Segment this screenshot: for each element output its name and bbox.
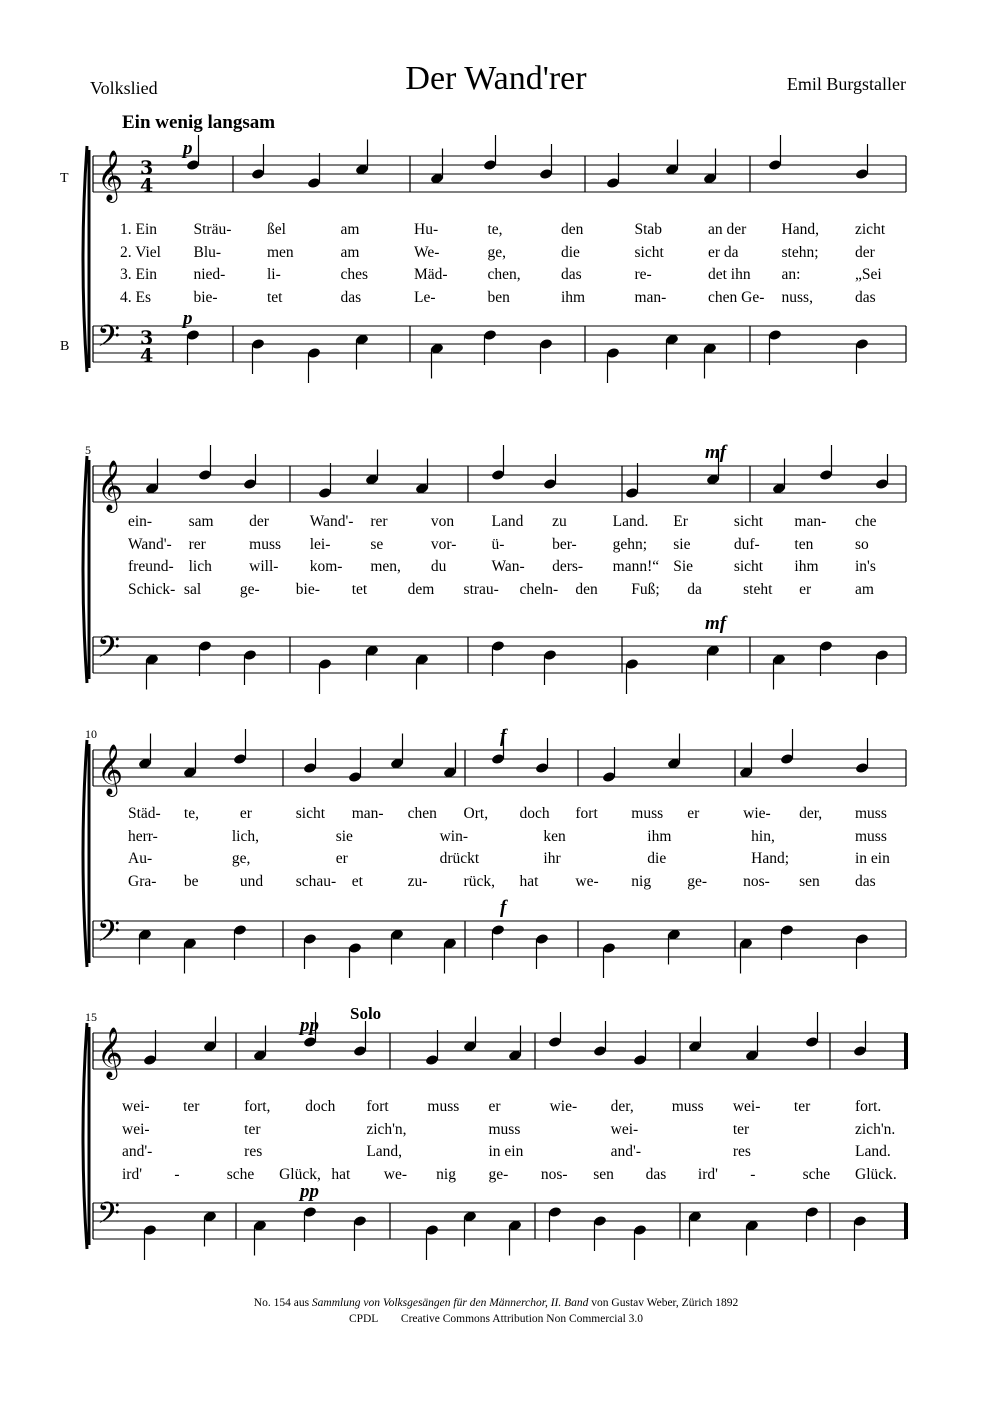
lyric-syllable: wei-: [122, 1098, 150, 1115]
composer-name: Emil Burgstaller: [786, 74, 906, 94]
lyric-syllable: muss: [249, 535, 282, 553]
lyric-syllable: sche: [802, 1165, 831, 1183]
lyric-syllable: Stab: [634, 221, 663, 238]
lyric-syllable: ein-: [128, 513, 153, 530]
time-signature-top: 3: [140, 157, 154, 179]
lyric-syllable: ird': [697, 1165, 718, 1183]
lyric-syllable: fort: [575, 805, 598, 822]
lyric-syllable: cheln-: [519, 580, 559, 598]
dynamic-mark: pp: [300, 1015, 319, 1036]
lyric-syllable: sicht: [295, 805, 326, 822]
lyric-syllable: ter: [732, 1120, 750, 1138]
lyric-syllable: der,: [610, 1098, 634, 1115]
lyric-syllable: „Sei: [855, 266, 882, 283]
lyric-syllable: ü-: [491, 535, 505, 553]
lyric-syllable: sal: [183, 580, 202, 598]
lyric-syllable: am: [340, 221, 360, 238]
solo-label: Solo: [350, 1004, 382, 1023]
time-signature-top: 3: [140, 327, 154, 349]
lyric-syllable: er: [799, 580, 812, 598]
lyric-syllable: duf-: [733, 535, 760, 553]
lyric-syllable: will-: [249, 558, 279, 575]
lyric-syllable: li-: [267, 266, 281, 283]
lyric-syllable: wei-: [610, 1120, 639, 1138]
lyric-syllable: fort,: [244, 1098, 271, 1115]
lyric-syllable: die: [561, 243, 580, 261]
measure-number: 10: [85, 727, 97, 741]
lyric-syllable: be: [183, 872, 199, 890]
lyric-syllable: chen Ge-: [708, 288, 765, 306]
system-brace: [83, 740, 87, 967]
lyric-syllable: er da: [708, 243, 739, 261]
lyric-syllable: er: [239, 805, 252, 822]
lyric-syllable: tet: [267, 288, 283, 306]
lyric-syllable: sicht: [634, 243, 664, 261]
lyric-syllable: Schick-: [128, 580, 176, 598]
lyric-syllable: an:: [781, 266, 801, 283]
lyric-syllable: man-: [351, 805, 384, 822]
lyric-syllable: am: [340, 243, 360, 261]
time-signature-bottom: 4: [140, 175, 154, 197]
lyric-syllable: nuss,: [781, 288, 813, 306]
lyric-syllable: res: [244, 1143, 263, 1160]
lyric-syllable: strau-: [463, 580, 499, 598]
lyric-syllable: Au-: [128, 850, 153, 867]
lyric-syllable: der,: [799, 805, 823, 822]
lyric-syllable: 2. Viel: [120, 243, 161, 261]
lyric-syllable: and'-: [610, 1143, 641, 1160]
lyric-syllable: rer: [370, 513, 388, 530]
lyric-syllable: ird': [122, 1165, 143, 1183]
lyric-syllable: hat: [331, 1165, 351, 1183]
lyric-syllable: Land,: [366, 1143, 403, 1160]
lyric-syllable: se: [370, 535, 384, 553]
genre-label: Volkslied: [90, 78, 158, 98]
license-note: [0, 1313, 992, 1325]
lyric-syllable: doch: [519, 805, 550, 822]
lyric-syllable: 4. Es: [120, 288, 151, 306]
lyric-syllable: -: [750, 1165, 756, 1183]
lyric-syllable: das: [561, 266, 582, 283]
lyric-syllable: nig: [436, 1165, 456, 1183]
measure-number: 15: [85, 1010, 97, 1024]
lyric-syllable: rück,: [463, 872, 495, 890]
lyric-syllable: chen: [407, 805, 437, 822]
lyric-syllable: der: [855, 243, 875, 261]
lyric-syllable: zich'n,: [366, 1120, 407, 1138]
lyric-syllable: Gra-: [128, 872, 157, 890]
lyric-syllable: det ihn: [708, 266, 751, 283]
lyric-syllable: Wand'-: [128, 535, 172, 553]
lyric-syllable: tet: [351, 580, 368, 598]
lyric-syllable: Glück.: [855, 1165, 897, 1183]
license-text: Creative Commons Attribution Non Commercial 3.0: [400, 1313, 644, 1325]
lyric-syllable: schau-: [295, 872, 337, 890]
lyric-syllable: ihm: [794, 558, 819, 575]
lyric-syllable: das: [855, 288, 876, 306]
treble-clef-icon: 𝄞: [97, 460, 124, 511]
lyric-syllable: muss: [855, 805, 887, 822]
source-title: Sammlung von Volksgesängen für den Männerchor, II. Band: [311, 1297, 589, 1309]
lyric-syllable: und: [239, 872, 264, 890]
lyric-syllable: Wan-: [491, 558, 525, 575]
lyric-syllable: ßel: [267, 221, 286, 238]
bass-label: B: [60, 339, 70, 354]
lyric-syllable: das: [855, 872, 876, 890]
dynamic-mark: p: [183, 308, 193, 329]
lyric-syllable: den: [561, 221, 584, 238]
treble-clef-icon: 𝄞: [97, 1027, 124, 1078]
lyric-syllable: das: [340, 288, 362, 306]
lyric-syllable: muss: [671, 1098, 704, 1115]
measure-number: 5: [85, 443, 91, 457]
lyric-syllable: das: [645, 1165, 667, 1183]
lyric-syllable: Hand,: [781, 221, 819, 238]
lyric-syllable: da: [687, 580, 702, 598]
lyric-syllable: mann!“: [612, 558, 660, 575]
lyric-syllable: bie-: [295, 580, 320, 598]
lyric-syllable: wie-: [549, 1098, 578, 1115]
lyric-syllable: ge,: [487, 243, 507, 261]
dynamic-mark: mf: [705, 613, 727, 634]
lyric-syllable: ge-: [239, 580, 260, 598]
lyric-syllable: muss: [855, 827, 887, 845]
system-brace: [83, 1023, 87, 1249]
lyric-syllable: ders-: [552, 558, 584, 575]
lyric-syllable: muss: [488, 1120, 521, 1138]
bass-clef-icon: 𝄢: [97, 915, 121, 956]
lyric-syllable: so: [855, 535, 869, 553]
lyric-syllable: Fuß;: [631, 580, 660, 598]
lyric-syllable: sen: [799, 872, 820, 890]
lyric-syllable: zu-: [407, 872, 428, 890]
lyric-syllable: ten: [794, 535, 814, 553]
lyric-syllable: Glück,: [279, 1165, 321, 1183]
lyric-syllable: nig: [631, 872, 652, 890]
lyric-syllable: Le-: [414, 288, 436, 306]
lyric-syllable: sen: [593, 1165, 614, 1183]
bass-clef-icon: 𝄢: [97, 631, 121, 672]
lyric-syllable: er: [687, 805, 700, 822]
lyric-syllable: herr-: [128, 827, 158, 845]
lyric-syllable: man-: [794, 513, 827, 530]
lyric-syllable: in's: [855, 558, 876, 575]
lyric-syllable: win-: [439, 827, 468, 845]
lyric-syllable: man-: [634, 288, 667, 306]
lyric-syllable: men: [267, 243, 294, 261]
lyric-syllable: We-: [414, 243, 440, 261]
lyric-syllable: te,: [183, 805, 199, 822]
lyric-syllable: men,: [370, 558, 401, 575]
lyric-syllable: kom-: [309, 558, 343, 575]
tenor-label: T: [60, 171, 69, 186]
license-org: CPDL: [348, 1313, 378, 1325]
dynamic-mark: p: [183, 138, 193, 159]
lyric-syllable: stehn;: [781, 243, 819, 261]
lyric-syllable: zu: [552, 513, 567, 530]
lyric-syllable: den: [575, 580, 598, 598]
time-signature-bottom: 4: [140, 345, 154, 367]
lyric-syllable: die: [647, 850, 667, 867]
lyric-syllable: am: [855, 580, 874, 598]
bass-clef-icon: 𝄢: [97, 320, 121, 361]
system-brace: [83, 146, 87, 372]
lyric-syllable: zich'n.: [855, 1120, 896, 1138]
lyric-syllable: res: [732, 1143, 751, 1160]
lyric-syllable: fort: [366, 1098, 389, 1115]
lyric-syllable: ge-: [488, 1165, 509, 1183]
lyric-syllable: -: [174, 1165, 180, 1183]
source-note: [0, 1297, 992, 1309]
source-prefix: No. 154 aus: [253, 1297, 310, 1309]
lyric-syllable: nos-: [743, 872, 770, 890]
lyric-syllable: Ort,: [463, 805, 489, 822]
lyric-syllable: in ein: [855, 850, 890, 867]
lyric-syllable: bie-: [193, 288, 218, 306]
treble-clef-icon: 𝄞: [97, 744, 124, 795]
lyric-syllable: wei-: [122, 1120, 150, 1138]
lyric-syllable: wei-: [732, 1098, 761, 1115]
lyric-syllable: ches: [340, 266, 369, 283]
lyric-syllable: sam: [188, 513, 214, 530]
lyric-syllable: doch: [305, 1098, 336, 1115]
lyric-syllable: ihm: [561, 288, 586, 306]
lyric-syllable: du: [430, 558, 447, 575]
lyric-syllable: che: [855, 513, 877, 530]
lyric-syllable: ter: [793, 1098, 811, 1115]
lyric-syllable: lich,: [231, 827, 259, 845]
lyric-syllable: Sie: [673, 558, 694, 575]
lyric-syllable: vor-: [430, 535, 457, 553]
lyric-syllable: sicht: [733, 513, 764, 530]
lyric-syllable: nied-: [193, 266, 226, 283]
lyric-syllable: zicht: [855, 221, 886, 238]
lyric-syllable: we-: [383, 1165, 408, 1183]
lyric-syllable: ter: [244, 1120, 261, 1138]
bass-clef-icon: 𝄢: [97, 1197, 121, 1238]
lyric-syllable: in ein: [488, 1143, 524, 1160]
lyric-syllable: freund-: [128, 558, 174, 575]
lyric-syllable: sicht: [733, 558, 764, 575]
lyric-syllable: hin,: [751, 827, 775, 845]
lyric-syllable: der: [249, 513, 269, 530]
lyric-syllable: er: [488, 1098, 501, 1115]
dynamic-mark: f: [500, 897, 507, 918]
lyric-syllable: Hu-: [414, 221, 439, 238]
lyric-syllable: 1. Ein: [120, 221, 158, 238]
lyric-syllable: ber-: [552, 535, 577, 553]
lyric-syllable: Er: [673, 513, 688, 530]
lyric-syllable: muss: [631, 805, 664, 822]
lyric-syllable: chen,: [487, 266, 521, 283]
system-brace: [83, 456, 87, 683]
lyric-syllable: ihr: [543, 850, 561, 867]
lyric-syllable: ben: [487, 288, 510, 306]
lyric-syllable: sche: [226, 1165, 255, 1183]
lyric-syllable: ihm: [647, 827, 672, 845]
lyric-syllable: Hand;: [751, 850, 790, 867]
lyric-syllable: lei-: [309, 535, 331, 553]
lyric-syllable: et: [351, 872, 363, 890]
lyric-syllable: hat: [519, 872, 539, 890]
lyric-syllable: re-: [634, 266, 652, 283]
lyric-syllable: fort.: [855, 1098, 882, 1115]
lyric-syllable: Städ-: [128, 805, 161, 822]
lyric-syllable: muss: [427, 1098, 460, 1115]
lyric-syllable: 3. Ein: [120, 266, 158, 283]
lyric-syllable: gehn;: [612, 535, 648, 553]
lyric-syllable: we-: [575, 872, 599, 890]
lyric-syllable: ter: [183, 1098, 200, 1115]
lyric-syllable: Mäd-: [414, 266, 448, 283]
lyric-syllable: er: [335, 850, 348, 867]
lyric-syllable: wie-: [743, 805, 771, 822]
lyric-syllable: and'-: [122, 1143, 153, 1160]
lyric-syllable: nos-: [540, 1165, 568, 1183]
lyric-syllable: steht: [743, 580, 773, 598]
dynamic-mark: mf: [705, 442, 727, 463]
treble-clef-icon: 𝄞: [97, 150, 124, 201]
lyric-syllable: rer: [188, 535, 206, 553]
lyric-syllable: Wand'-: [309, 513, 354, 530]
lyric-syllable: lich: [188, 558, 212, 575]
tempo-marking: Ein wenig langsam: [122, 112, 276, 133]
dynamic-mark: pp: [300, 1181, 319, 1202]
lyric-syllable: von: [430, 513, 455, 530]
lyric-syllable: ge,: [231, 850, 251, 867]
lyric-syllable: ge-: [687, 872, 708, 890]
lyric-syllable: drückt: [439, 850, 480, 867]
lyric-syllable: sie: [673, 535, 691, 553]
lyric-syllable: Sträu-: [193, 221, 232, 238]
lyric-syllable: Blu-: [193, 243, 222, 261]
lyric-syllable: Land.: [855, 1143, 891, 1160]
lyric-syllable: te,: [487, 221, 503, 238]
page-title: Der Wand'rer: [405, 60, 587, 97]
source-suffix: von Gustav Weber, Zürich 1892: [591, 1297, 739, 1309]
lyric-syllable: dem: [407, 580, 435, 598]
lyric-syllable: Land.: [612, 513, 649, 530]
dynamic-mark: f: [500, 726, 507, 747]
lyric-syllable: an der: [708, 221, 747, 238]
lyric-syllable: ken: [543, 827, 566, 845]
lyric-syllable: Land: [491, 513, 524, 530]
lyric-syllable: sie: [335, 827, 353, 845]
